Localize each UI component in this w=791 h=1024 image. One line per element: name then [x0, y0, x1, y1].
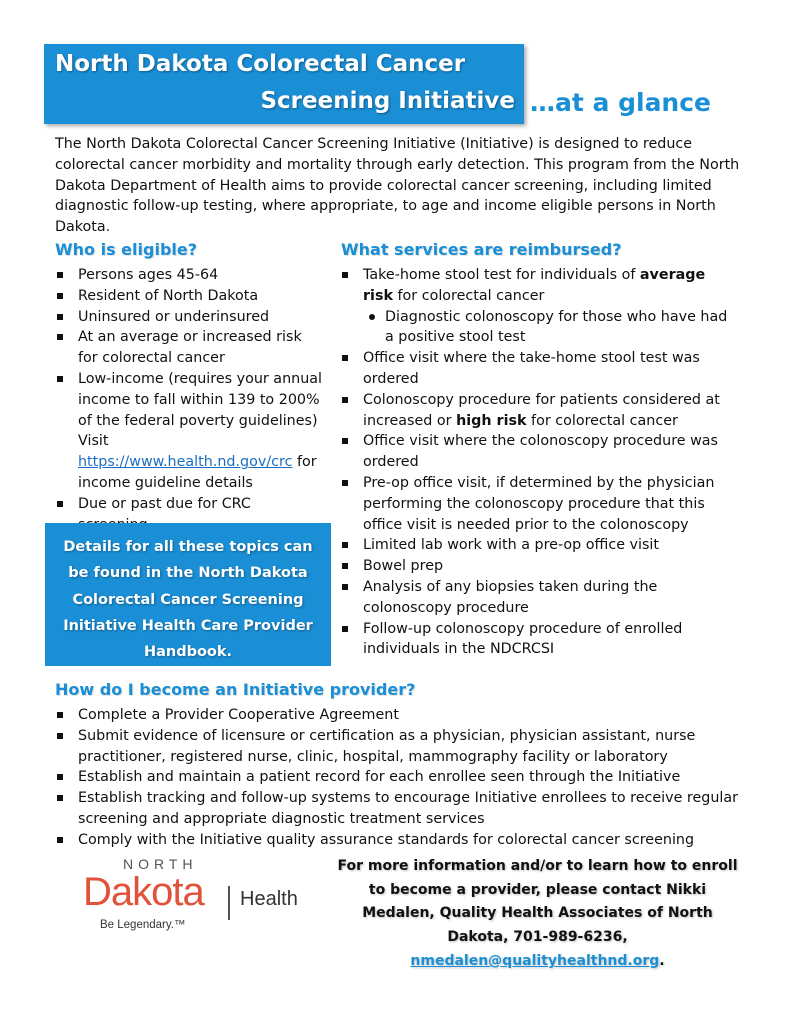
- logo-north-text: NORTH: [123, 856, 198, 872]
- list-item: Uninsured or underinsured: [55, 307, 323, 328]
- contact-info: For more information and/or to learn how to enroll to become a provider, please contact Nikki Medalen, Quality Health Associates of North Dakota, 701-989-6236, nmedalen@qualityhealthnd.org.: [337, 858, 738, 969]
- square-bullet-icon: [57, 733, 63, 739]
- square-bullet-icon: [342, 480, 348, 486]
- provider-heading: How do I become an Initiative provider?: [55, 680, 416, 699]
- square-bullet-icon: [57, 272, 63, 278]
- square-bullet-icon: [342, 272, 348, 278]
- services-list: [340, 265, 740, 660]
- services-sublist: [363, 307, 740, 349]
- list-item: Comply with the Initiative quality assurance standards for colorectal cancer screening: [55, 830, 745, 851]
- list-item: Follow-up colonoscopy procedure of enrolled individuals in the NDCRCSI: [340, 619, 740, 661]
- square-bullet-icon: [57, 501, 63, 507]
- square-bullet-icon: [57, 712, 63, 718]
- round-bullet-icon: [369, 314, 375, 320]
- services-heading: What services are reimbursed?: [341, 240, 622, 259]
- logo-divider: [228, 886, 230, 920]
- list-item: Complete a Provider Cooperative Agreement: [55, 705, 745, 726]
- list-item: Colonoscopy procedure for patients considered at increased or high risk for colorectal cancer: [340, 390, 740, 432]
- square-bullet-icon: [342, 584, 348, 590]
- square-bullet-icon: [342, 397, 348, 403]
- list-item: Diagnostic colonoscopy for those who have had a positive stool test: [363, 307, 740, 349]
- income-guideline-link[interactable]: https://www.health.nd.gov/crc: [78, 454, 293, 471]
- square-bullet-icon: [57, 795, 63, 801]
- square-bullet-icon: [342, 438, 348, 444]
- title-line-2: Screening Initiative: [260, 88, 515, 114]
- provider-list: [55, 705, 745, 851]
- list-item: Pre-op office visit, if determined by the physician performing the colonoscopy procedure that this office visit is needed prior to the colonoscopy: [340, 473, 740, 535]
- details-callout: Details for all these topics can be found in the North Dakota Colorectal Cancer Screening Initiative Health Care Provider Handbook.: [45, 523, 331, 666]
- list-item: At an average or increased risk for colorectal cancer: [55, 327, 323, 369]
- square-bullet-icon: [342, 542, 348, 548]
- logo-dakota-text: Dakota: [83, 870, 204, 914]
- square-bullet-icon: [57, 334, 63, 340]
- intro-paragraph: The North Dakota Colorectal Cancer Screening Initiative (Initiative) is designed to reduce colorectal cancer morbidity and mortality through early detection. This program from the North Dakota Department of Health aims to provide colorectal cancer screening, including limited diagnostic follow-up testing, where appropriate, to age and income eligible persons in North Dakota.: [55, 136, 740, 236]
- square-bullet-icon: [57, 293, 63, 299]
- square-bullet-icon: [342, 563, 348, 569]
- list-item: Limited lab work with a pre-op office visit: [340, 535, 740, 556]
- eligible-heading: Who is eligible?: [55, 240, 198, 259]
- square-bullet-icon: [57, 774, 63, 780]
- title-banner: [44, 44, 524, 124]
- logo-tagline: Be Legendary.™: [100, 919, 186, 931]
- title-line-1: North Dakota Colorectal Cancer: [55, 51, 466, 77]
- list-item: Analysis of any biopsies taken during the colonoscopy procedure: [340, 577, 740, 619]
- nd-health-logo: [83, 856, 323, 946]
- contact-email-link[interactable]: nmedalen@qualityhealthnd.org: [410, 952, 660, 969]
- list-item: Establish and maintain a patient record for each enrollee seen through the Initiative: [55, 767, 745, 788]
- title-tagline: …at a glance: [530, 88, 712, 117]
- eligible-list: [55, 265, 323, 535]
- list-item: Office visit where the take-home stool test was ordered: [340, 348, 740, 390]
- square-bullet-icon: [57, 837, 63, 843]
- square-bullet-icon: [342, 355, 348, 361]
- list-item: Resident of North Dakota: [55, 286, 323, 307]
- square-bullet-icon: [342, 626, 348, 632]
- square-bullet-icon: [57, 314, 63, 320]
- logo-health-text: Health: [240, 888, 298, 910]
- list-item: Persons ages 45-64: [55, 265, 323, 286]
- list-item: Bowel prep: [340, 556, 740, 577]
- list-item: Low-income (requires your annual income to fall within 139 to 200% of the federal poverty guidelines) Visit https://www.health.nd.gov/crc for income guideline details: [55, 369, 323, 494]
- square-bullet-icon: [57, 376, 63, 382]
- list-item: Take-home stool test for individuals of average risk for colorectal cancer Diagnostic colonoscopy for those who have had a positive stool test: [340, 265, 740, 348]
- list-item: Office visit where the colonoscopy procedure was ordered: [340, 431, 740, 473]
- list-item: Establish tracking and follow-up systems to encourage Initiative enrollees to receive regular screening and appropriate diagnostic treatment services: [55, 788, 745, 830]
- list-item: Due or past due for CRC: [55, 494, 323, 536]
- list-item: Submit evidence of licensure or certification as a physician, physician assistant, nurse practitioner, registered nurse, clinic, hospital, mammography facility or laboratory: [55, 726, 745, 768]
